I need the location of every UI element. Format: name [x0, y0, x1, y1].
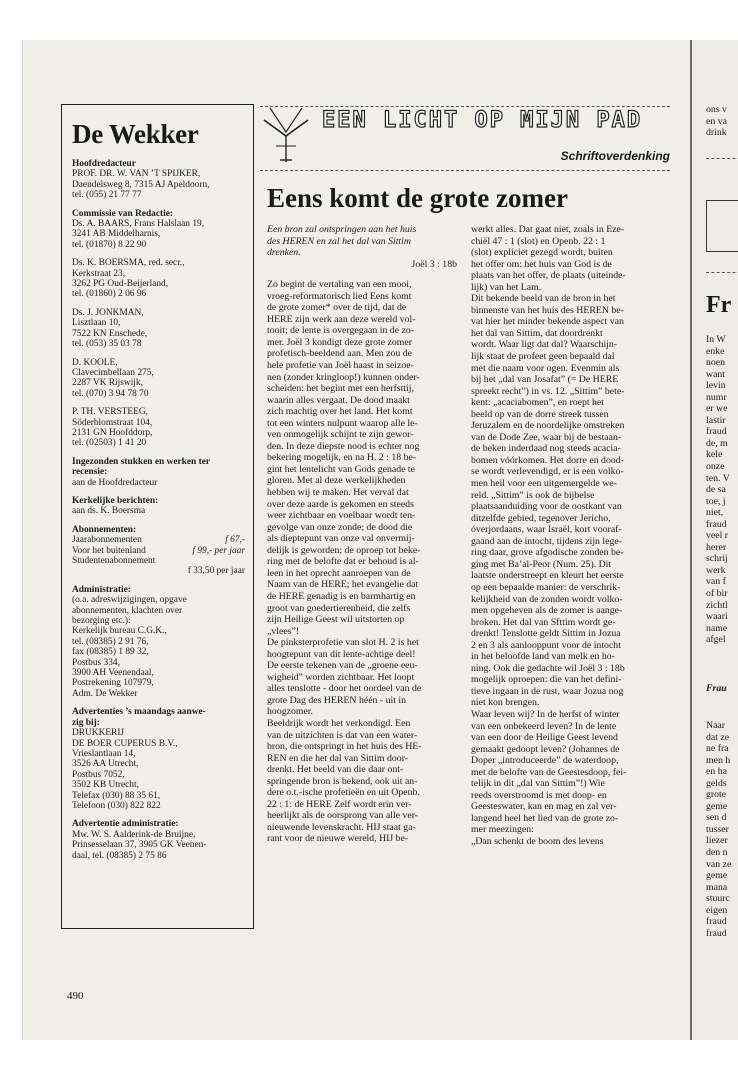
- header-rule-bottom: [260, 170, 670, 171]
- article-line: De eerste tekenen van de „groene eeu-: [267, 660, 418, 672]
- next-page-line: men h: [706, 754, 731, 766]
- next-page-edge: [690, 40, 738, 1040]
- next-page-line: en va: [706, 115, 727, 127]
- article-line: grote Dag des HEREN héén - uit in: [267, 694, 407, 706]
- next-page-line: kele: [706, 449, 723, 461]
- administration-line: Postbus 334,: [72, 657, 120, 668]
- church-news-heading: Kerkelijke berichten:: [72, 495, 159, 506]
- article-line: Dit bekende beeld van de bron in het: [471, 293, 616, 305]
- administration-lines: [72, 595, 245, 699]
- committee-member: [72, 219, 245, 250]
- administration-block: [72, 585, 245, 699]
- article-line: nieuwende levenskracht. HIJ staat ga-: [267, 821, 416, 833]
- ads-heading-line: Advertenties ’s maandags aanwe-: [72, 707, 206, 718]
- article-line: HERE zijn werk aan deze wereld vol-: [267, 313, 416, 325]
- article-line: Naam van de HERE; het evangelie dat: [267, 579, 419, 591]
- next-page-line: fraud: [706, 927, 727, 939]
- section-header: [260, 100, 670, 180]
- subscription-rows: [72, 535, 245, 556]
- subscription-price: f 67,-: [225, 535, 245, 546]
- article-line: het dal van Sittim, dat doordrenkt: [471, 327, 603, 339]
- next-page-line: er we: [706, 403, 728, 415]
- next-page-heading: Frau: [706, 683, 727, 694]
- committee-block: [72, 209, 245, 449]
- article-column-2: [471, 224, 669, 848]
- article-line: bij het „dal van Josafat” (= De HERE: [471, 374, 619, 386]
- page-number: 490: [67, 990, 84, 1002]
- article-line: hele profetie van Joël haast in seizoe-: [267, 360, 414, 372]
- next-page-line: zichtl: [706, 599, 728, 611]
- committee-member-line: tel. (02503) 1 41 20: [72, 438, 147, 449]
- next-page-rule-top: [706, 158, 738, 159]
- article-line: in het beloofde land van melk en ho-: [471, 651, 615, 663]
- committee-member-line: Ds. K. BOERSMA, red. secr.,: [72, 258, 185, 269]
- subscription-price: f 99,- per jaar: [192, 545, 245, 556]
- article-line: hebben wij te maken. Het verval dat: [267, 487, 409, 499]
- next-page-line: ne fra: [706, 743, 729, 755]
- article-line: over deze aarde is gekomen en steeds: [267, 498, 414, 510]
- article-line: óverjordaans, waar Israël, kort vooraf-: [471, 524, 622, 536]
- series-title: EEN LICHT OP MIJN PAD: [322, 108, 643, 133]
- article-line: broken. Het dal van Sfttim wordt ge-: [471, 616, 616, 628]
- next-page-line: onze: [706, 461, 725, 473]
- article-line: drenkt. Het beeld van die daar ont-: [267, 764, 404, 776]
- ads-line: Postbus 7052,: [72, 769, 125, 780]
- next-page-line: levin: [706, 380, 726, 392]
- ad-admin-heading: Advertentie administratie:: [72, 819, 179, 830]
- ads-line: Telefax (030) 88 35 61,: [72, 790, 161, 801]
- article-line: springende bron is bekend, ook uit an-: [267, 775, 418, 787]
- next-page-line: fraud: [706, 426, 727, 438]
- article-line: delijk is geworden; de oproep tot beke-: [267, 544, 421, 556]
- student-subscription-price: f 33,50 per jaar: [187, 566, 245, 577]
- next-page-line: waari: [706, 611, 728, 623]
- submissions-text: aan de Hoofdredacteur: [72, 477, 158, 488]
- next-page-line: Naar: [706, 720, 726, 731]
- article-line: laatste onderstreept en kleurt het eerste: [471, 570, 624, 582]
- article-line: Beeldrijk wordt het verkondigd. Een: [267, 717, 411, 729]
- article-line: lijk) van het Lam.: [471, 281, 542, 293]
- article-line: ning. Ook die gedachte wil Joël 3 : 18b: [471, 662, 625, 674]
- administration-line: Adm. De Wekker: [72, 688, 138, 699]
- article-line: hoogzomer.: [267, 706, 313, 718]
- committee-member: [72, 308, 245, 350]
- next-page-line: liezer: [706, 835, 728, 847]
- ads-line: 3502 KB Utrecht,: [72, 780, 139, 791]
- article-line: profetisch-beeldend aan. Men zou de: [267, 348, 412, 360]
- next-page-line: grote: [706, 789, 727, 801]
- ad-admin-line: daal, tel. (08385) 2 75 86: [72, 850, 167, 861]
- article-line: Geesteswater, kan en mag en zal ver-: [471, 801, 617, 813]
- article-line: tooit; de lente is overgegaan in de zo-: [267, 325, 414, 337]
- article-line: van de uitzichten is dat van een water-: [267, 729, 418, 741]
- article-line: mer meezingen:: [471, 824, 534, 836]
- ads-line: 3526 AA Utrecht,: [72, 759, 139, 770]
- article-line: Jeruzalem en de noordelijke omstreken: [471, 420, 625, 432]
- ads-line: DE BOER CUPERUS B.V.,: [72, 738, 178, 749]
- subscription-label: Voor het buitenland: [72, 545, 146, 556]
- article-line: hoogtepunt van dit lente-achtige deel!: [267, 648, 416, 660]
- next-page-line: den n: [706, 847, 728, 859]
- church-news-block: [72, 496, 245, 517]
- article-line: Waar leven wij? In de herfst of winter: [471, 708, 620, 720]
- ads-heading: [72, 707, 245, 728]
- next-page-line: van f: [706, 576, 726, 588]
- next-page-line: van ze: [706, 858, 732, 870]
- epigraph: [267, 224, 457, 259]
- committee-member-line: Lisztlaan 10,: [72, 318, 121, 329]
- subscriptions-heading: Abonnementen:: [72, 524, 137, 535]
- ads-block: [72, 707, 245, 811]
- article-line: De pinksterprofetie van slot H. 2 is het: [267, 637, 419, 649]
- column-1-body: [267, 279, 457, 845]
- next-page-line: numr: [706, 391, 727, 403]
- ad-admin-line: Mw. W. S. Aalderink-de Bruijne,: [72, 829, 196, 840]
- next-page-body: [706, 334, 730, 646]
- administration-line: Postrekening 107979,: [72, 678, 154, 689]
- next-page-line: niet,: [706, 507, 724, 519]
- article-line: dere o.t.-ische profetieën en uit Openb.: [267, 787, 420, 799]
- ads-heading-line: zig bij:: [72, 717, 100, 728]
- next-page-line: want: [706, 368, 726, 380]
- article-line: plaatsaanduiding voor de oostkant van: [471, 501, 622, 513]
- article-line: groot van goedertierenheid, die zelfs: [267, 602, 411, 614]
- committee-member-line: Kerkstraat 23,: [72, 268, 126, 279]
- next-page-line: en ha: [706, 766, 727, 778]
- committee-member-line: 3262 PG Oud-Beijerland,: [72, 279, 169, 290]
- submissions-heading: Ingezonden stukken en werken ter recensie:: [72, 456, 210, 478]
- next-page-line: toe, j: [706, 495, 726, 507]
- article-line: „vlees”!: [267, 625, 300, 637]
- next-page-line: of bir: [706, 588, 728, 600]
- administration-line: Kerkelijk bureau C.G.K.,: [72, 626, 167, 637]
- article-line: reld. „Sittim” is ook de bijbelse: [471, 489, 595, 501]
- epigraph-line: drenken.: [267, 247, 301, 259]
- ads-line: DRUKKERIJ: [72, 728, 125, 739]
- article-line: werkt alles. Dat gaat niet, zoals in Eze-: [471, 224, 625, 235]
- article-line: (slot) expliciet gezegd wordt, buiten: [471, 247, 613, 259]
- article-line: gevolge van onze zonde; de dood die: [267, 521, 413, 533]
- article-line: plaats van het offer, de plaats (uiteinde-: [471, 270, 626, 282]
- article-line: kelijkheid van de zonden wordt volko-: [471, 593, 623, 605]
- committee-member-line: Ds. A. BAARS, Frans Halslaan 19,: [72, 219, 205, 230]
- committee-member-line: tel. (01860) 2 06 96: [72, 289, 147, 300]
- article-line: lijk staat de profeet geen bepaald dal: [471, 351, 615, 363]
- article-title: Eens komt de grote zomer: [267, 183, 568, 213]
- header-rule-top: [260, 106, 670, 107]
- subscription-row: [72, 535, 245, 545]
- colophon-box: [61, 104, 254, 929]
- article-line: 2 en 3 als aanlooppunt voor de intocht: [471, 639, 621, 651]
- article-line: bekering mogelijk, en na H. 2 : 18 be-: [267, 452, 417, 464]
- committee-member: [72, 358, 245, 400]
- committee-member-line: 2131 GN Hoofddorp,: [72, 427, 153, 438]
- student-subscription-label: Studentenabonnement: [72, 556, 156, 566]
- magazine-title: De Wekker: [72, 119, 199, 149]
- article-line: bron, die ontspringt in het huis des HE-: [267, 741, 422, 753]
- committee-heading: Commissie van Redactie:: [72, 208, 174, 219]
- article-line: zich machtig over het land. Het komt: [267, 406, 413, 418]
- article-line: zijn Heilige Geest wil uitstorten op: [267, 614, 405, 626]
- ads-lines: [72, 728, 245, 811]
- article-line: reeds overstroomd is met doop- en: [471, 789, 607, 801]
- article-line: mer. Joël 3 kondigt deze grote zomer: [267, 336, 413, 348]
- article-line: vroeg-reformatorisch lied Eens komt: [267, 290, 412, 302]
- committee-member-line: Ds. J. JONKMAN,: [72, 307, 144, 318]
- article-line: van de Dode Zee, waar bij de bestaan-: [471, 431, 622, 443]
- article-line: wordt. Waar ligt dat dal? Waarschijn-: [471, 339, 618, 351]
- next-page-line: herer: [706, 541, 727, 553]
- subscription-row: [72, 546, 245, 556]
- article-line: mogelijk oproepen: die van het defini-: [471, 674, 622, 686]
- article-line: alles tenslotte - door het oordeel van de: [267, 683, 422, 695]
- next-page-line: tusser: [706, 823, 729, 835]
- article-line: beeld op van de dorre streek tussen: [471, 408, 609, 420]
- article-line: drenkt! Tenslotte geldt Sittim in Jozua: [471, 628, 621, 640]
- article-line: gint het lentelicht van Gods genade te: [267, 463, 415, 475]
- editor-line: Daendelsweg 8, 7315 AJ Apeldoorn,: [72, 179, 210, 190]
- article-line: de beken inderdaad nog steeds acacia-: [471, 443, 621, 455]
- article-line: Doper „introduceerde” de waterdoop,: [471, 755, 619, 767]
- article-line: met die naam voor ogen. Evenmin als: [471, 362, 620, 374]
- next-page-rule-bottom: [706, 272, 738, 273]
- ads-line: Telefoon (030) 822 822: [72, 800, 161, 811]
- article-line: telijk in dit „dal van Sittim”!) Wie: [471, 778, 605, 790]
- church-news-text: aan ds. K. Boersma: [72, 506, 146, 517]
- article-line: niet kon brengen.: [471, 697, 540, 709]
- next-page-body-2: [706, 720, 731, 939]
- committee-member-line: tel. (01870) 8 22 90: [72, 239, 147, 250]
- next-page-line: veel r: [706, 530, 729, 542]
- editor-lines: [72, 169, 245, 200]
- next-page-line: eigen: [706, 904, 728, 916]
- article-line: rant voor de nieuwe wereld, HIJ be-: [267, 833, 409, 845]
- next-page-line: geme: [706, 800, 728, 812]
- submissions-block: [72, 457, 245, 488]
- next-page-line: In W: [706, 334, 726, 345]
- epigraph-line: Een bron zal ontspringen aan het huis: [267, 224, 417, 235]
- next-page-line: schrij: [706, 553, 728, 565]
- article-line: ring met de belofte dat er behoud is al-: [267, 556, 419, 568]
- committee-member-line: Söderblomstraat 104,: [72, 417, 153, 428]
- next-page-illustration: [706, 200, 738, 252]
- editor-block: [72, 159, 245, 201]
- committee-member-line: 7522 KN Enschede,: [72, 328, 148, 339]
- article-line: ven onmogelijk schijnt te zijn gewor-: [267, 429, 414, 441]
- article-line: van een onbekeerd leven? In de lente: [471, 720, 617, 732]
- committee-member: [72, 258, 245, 300]
- article-line: gemaakt gedoopt leven? (Johannes de: [471, 743, 620, 755]
- committee-member-line: tel. (053) 35 03 78: [72, 339, 142, 350]
- subscriptions-block: [72, 525, 245, 577]
- article-line: op een bepaalde manier: de verschrik-: [471, 581, 621, 593]
- next-page-line: gelds: [706, 777, 727, 789]
- article-line: van een door de Heilige Geest levend: [471, 732, 618, 744]
- article-line: de grote zomer* over de tijd, dat de: [267, 302, 407, 314]
- next-page-line: stuurc: [706, 893, 730, 905]
- administration-line: fax (08385) 1 89 32,: [72, 647, 149, 658]
- article-line: ging met Ba’al-Peor (Num. 25). Dit: [471, 558, 612, 570]
- ad-admin-lines: [72, 830, 245, 861]
- next-page-line: dat ze: [706, 731, 730, 743]
- next-page-line: name: [706, 622, 728, 634]
- committee-member: [72, 407, 245, 449]
- article-line: heerlijkt als de oorsprong van alle ver-: [267, 810, 419, 822]
- article-line: gaand aan de intocht, tijdens zijn lege-: [471, 535, 622, 547]
- article-line: men heil voor een uitgemergelde we-: [471, 478, 617, 490]
- ad-admin-block: [72, 819, 245, 861]
- next-page-line: de, m: [706, 437, 728, 449]
- article-line: kent: „acaciabomen”, en roept het: [471, 397, 605, 409]
- administration-line: 3900 AH Veenendaal,: [72, 668, 154, 679]
- article-line: als dieptepunt van onze val onvermij-: [267, 533, 415, 545]
- article-line: Zo begint de vertaling van een mooi,: [267, 279, 412, 291]
- subscription-label: Jaarabonnementen: [72, 535, 142, 546]
- next-page-title-fragment: Fr: [706, 292, 732, 318]
- article-line: chiël 47 : 1 (slot) en Openb. 22 : 1: [471, 235, 606, 247]
- article-line: tot een winters nulpunt waarop alle le-: [267, 417, 418, 429]
- article-column-1: [267, 224, 457, 845]
- category-label: Schriftoverdenking: [560, 149, 670, 163]
- article-line: „Dan schenkt de boom des levens: [471, 835, 604, 847]
- ads-line: Vrieslantlaan 14,: [72, 748, 136, 759]
- next-page-line: ten. V: [706, 472, 730, 484]
- administration-line: tel. (08385) 2 91 76,: [72, 636, 149, 647]
- editor-line: PROF. DR. W. VAN ’T SPIJKER,: [72, 169, 201, 180]
- article-line: ditzelfde gebied, tegenover Jericho,: [471, 512, 611, 524]
- article-line: de HERE genadig is en barmhartig en: [267, 590, 416, 602]
- article-line: langend heel het lied van de grote zo-: [471, 812, 619, 824]
- article-line: met de belofte van de Geestesdoop, fei-: [471, 766, 627, 778]
- bible-reference: Joël 3 : 18b: [411, 258, 457, 270]
- article-line: nen (zonder kringloop!) kunnen onder-: [267, 371, 420, 383]
- next-page-line: geme: [706, 870, 728, 882]
- article-line: se wordt verlevendigd, er is een volko-: [471, 466, 624, 478]
- ad-admin-line: Prinsesselaan 37, 3905 GK Veenen-: [72, 840, 207, 851]
- article-line: leen in het oprecht aanroepen van de: [267, 567, 411, 579]
- next-page-line: ons v: [706, 104, 727, 115]
- article-line: weer zichtbaar en voelbaar wordt ten-: [267, 510, 416, 522]
- article-line: ring daar, grove afgodische zonden be-: [471, 547, 624, 559]
- committee-member-line: 2287 VK Rijswijk,: [72, 378, 143, 389]
- administration-line: (o.a. adreswijzigingen, opgave: [72, 595, 187, 606]
- committee-member-line: 3241 AB Middelharnis,: [72, 229, 161, 240]
- article-line: gloren. Met al deze werkelijkheden: [267, 475, 406, 487]
- editor-line: tel. (055) 21 77 77: [72, 190, 142, 201]
- article-line: het offer om: het huis van God is de: [471, 258, 612, 270]
- article-line: den. In deze diepste nood is echter nog: [267, 440, 420, 452]
- article-line: spreekt recht”) in vs. 12. „Sittim” bete-: [471, 385, 625, 397]
- next-page-line: fraud: [706, 518, 727, 530]
- epigraph-line: des HEREN en zal het dal van Sittim: [267, 235, 411, 247]
- article-line: binnenste van het huis des HEREN be-: [471, 304, 624, 316]
- next-page-top-text: [706, 104, 727, 139]
- committee-members: [72, 219, 245, 449]
- next-page-line: drink: [706, 127, 727, 139]
- administration-line: abonnementen, klachten over: [72, 605, 183, 616]
- committee-member-line: D. KOOLE,: [72, 357, 118, 368]
- committee-member-line: P. TH. VERSTEEG,: [72, 407, 148, 418]
- article-line: 22 : 1: de HERE Zelf wordt erin ver-: [267, 798, 412, 810]
- committee-member-line: tel. (070) 3 94 78 70: [72, 388, 149, 399]
- open-book-lamp-icon: [260, 102, 312, 168]
- editor-heading: Hoofdredacteur: [72, 159, 136, 169]
- next-page-line: werk: [706, 564, 726, 576]
- next-page-line: sen d: [706, 812, 727, 824]
- administration-line: bezorging etc.):: [72, 616, 131, 627]
- next-page-line: de sa: [706, 484, 726, 496]
- next-page-line: noen: [706, 357, 726, 369]
- article-line: wigheid” worden zichtbaar. Het loopt: [267, 671, 415, 683]
- next-page-line: lastir: [706, 414, 726, 426]
- article-line: REN en die het dal van Sittim door-: [267, 752, 409, 764]
- committee-member-line: Clavecimbellaan 275,: [72, 367, 154, 378]
- next-page-line: mana: [706, 881, 728, 893]
- next-page-line: enke: [706, 345, 725, 357]
- article-line: bomen vóórkomen. Het dorre en dood-: [471, 454, 624, 466]
- article-line: tieve ingaan in de rust, waar Jozua nog: [471, 685, 624, 697]
- administration-heading: Administratie:: [72, 584, 131, 595]
- article-line: scheiden: het begint met een herfsttij,: [267, 383, 414, 395]
- article-line: waarin alles vergaat. De dood maakt: [267, 394, 410, 406]
- next-page-line: fraud: [706, 916, 727, 928]
- article-line: men opgeheven als de zomer is aange-: [471, 605, 623, 617]
- article-line: vat hier het minder bekende aspect van: [471, 316, 624, 328]
- next-page-line: afgel: [706, 634, 726, 646]
